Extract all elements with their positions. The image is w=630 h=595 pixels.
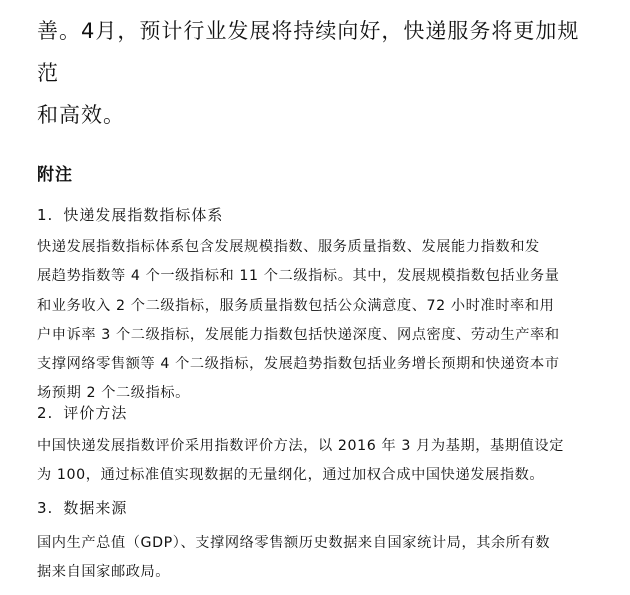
section-title <box>37 402 127 423</box>
section-number: 2. <box>37 404 54 422</box>
section-number: 1. <box>37 206 54 224</box>
body-line: 据来自国家邮政局。 <box>37 564 171 581</box>
section-body <box>37 432 602 491</box>
body-line: 为 100，通过标准值实现数据的无量纲化，通过加权合成中国快递发展指数。 <box>37 467 545 484</box>
section-title <box>37 497 127 518</box>
section-number: 3. <box>37 499 54 517</box>
section-body <box>37 529 602 588</box>
body-line: 支撑网络零售额等 4 个二级指标，发展趋势指数包括业务增长预期和快递资本市 <box>37 356 560 373</box>
body-line: 中国快递发展指数评价采用指数评价方法，以 2016 年 3 月为基期，基期值设定 <box>37 438 564 454</box>
body-line: 快递发展指数指标体系包含发展规模指数、服务质量指数、发展能力指数和发 <box>37 239 540 255</box>
section-title-text: 数据来源 <box>63 499 128 517</box>
body-line: 和业务收入 2 个二级指标，服务质量指数包括公众满意度、72 小时准时率和用 <box>37 297 555 314</box>
body-line: 场预期 2 个二级指标。 <box>37 385 190 402</box>
section-title-text: 评价方法 <box>63 404 128 422</box>
section-title <box>37 204 223 225</box>
section-body <box>37 233 602 409</box>
intro-line: 和高效。 <box>37 103 125 127</box>
body-line: 展趋势指数等 4 个一级指标和 11 个二级指标。其中，发展规模指数包括业务量 <box>37 268 560 285</box>
notes-heading: 附注 <box>37 165 73 185</box>
body-line: 户申诉率 3 个二级指标，发展能力指数包括快递深度、网点密度、劳动生产率和 <box>37 326 560 343</box>
section-title-text: 快递发展指数指标体系 <box>63 206 224 224</box>
body-line: 国内生产总值（GDP）、支撑网络零售额历史数据来自国家统计局，其余所有数 <box>37 535 551 551</box>
intro-paragraph <box>37 10 597 136</box>
intro-line: 善。4月，预计行业发展将持续向好，快递服务将更加规范 <box>37 19 580 85</box>
